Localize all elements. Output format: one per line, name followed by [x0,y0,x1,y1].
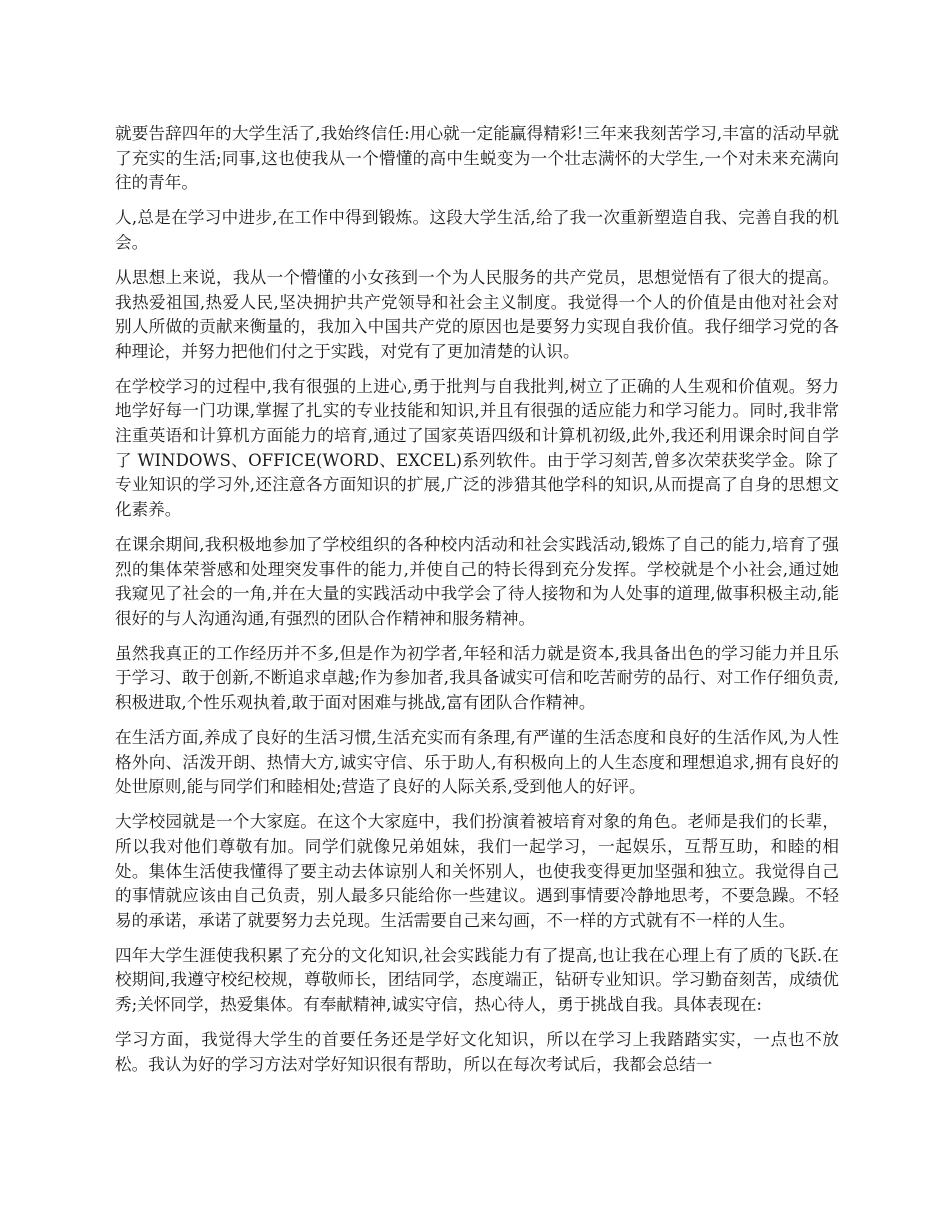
paragraph-7: 在生活方面,养成了良好的生活习惯,生活充实而有条理,有严谨的生活态度和良好的生活作风,为人性格外向、活泼开朗、热情大方,诚实守信、乐于助人,有积极向上的人生态度和理想追求,拥有良好的处世原则,能与同学们和睦相处;营造了良好的人际关系,受到他人的好评。 [115,728,839,797]
paragraph-10: 学习方面，我觉得大学生的首要任务还是学好文化知识，所以在学习上我踏踏实实，一点也不放松。我认为好的学习方法对学好知识很有帮助，所以在每次考试后，我都会总结一 [115,1030,839,1074]
paragraph-6: 虽然我真正的工作经历并不多,但是作为初学者,年轻和活力就是资本,我具备出色的学习能力并且乐于学习、敢于创新,不断追求卓越;作为参加者,我具备诚实可信和吃苦耐劳的品行、对工作仔细负责,积极进取,个性乐观执着,敢于面对困难与挑战,富有团队合作精神。 [115,643,839,712]
document-body [115,122,839,1088]
paragraph-4: 在学校学习的过程中,我有很强的上进心,勇于批判与自我批判,树立了正确的人生观和价值观。努力地学好每一门功课,掌握了扎实的专业技能和知识,并且有很强的适应能力和学习能力。同时,我非常注重英语和计算机方面能力的培育,通过了国家英语四级和计算机初级,此外,我还利用课余时间自学了 WINDOWS、OFFICE(WORD、EXCEL)系列软件。由于学习刻苦,曾多次荣获奖学金。除了专业知识的学习外,还注意各方面知识的扩展,广泛的涉猎其他学科的知识,从而提高了自身的思想文化素养。 [115,376,839,519]
paragraph-1: 就要告辞四年的大学生活了,我始终信任:用心就一定能赢得精彩!三年来我刻苦学习,丰富的活动早就了充实的生活;同事,这也使我从一个懵懂的高中生蜕变为一个壮志满怀的大学生,一个对未来充满向往的青年。 [115,124,839,193]
paragraph-3: 从思想上来说，我从一个懵懂的小女孩到一个为人民服务的共产党员，思想觉悟有了很大的提高。我热爱祖国,热爱人民,坚决拥护共产党领导和社会主义制度。我觉得一个人的价值是由他对社会对别人所做的贡献来衡量的，我加入中国共产党的原因也是要努力实现自我价值。我仔细学习党的各种理论，并努力把他们付之于实践，对党有了更加清楚的认识。 [115,267,839,361]
paragraph-8: 大学校园就是一个大家庭。在这个大家庭中，我们扮演着被培育对象的角色。老师是我们的长辈，所以我对他们尊敬有加。同学们就像兄弟姐妹，我们一起学习，一起娱乐，互帮互助，和睦的相处。集体生活使我懂得了要主动去体谅别人和关怀别人，也使我变得更加坚强和独立。我觉得自己的事情就应该由自己负责，别人最多只能给你一些建议。遇到事情要冷静地思考，不要急躁。不轻易的承诺，承诺了就要努力去兑现。生活需要自己来勾画，不一样的方式就有不一样的人生。 [115,812,839,930]
paragraph-5: 在课余期间,我积极地参加了学校组织的各种校内活动和社会实践活动,锻炼了自己的能力,培育了强烈的集体荣誉感和处理突发事件的能力,并使自己的特长得到充分发挥。学校就是个小社会,通过她我窥见了社会的一角,并在大量的实践活动中我学会了待人接物和为人处事的道理,做事积极主动,能很好的与人沟通沟通,有强烈的团队合作精神和服务精神。 [115,534,839,628]
paragraph-9: 四年大学生涯使我积累了充分的文化知识,社会实践能力有了提高,也让我在心理上有了质的飞跃.在校期间,我遵守校纪校规，尊敬师长，团结同学，态度端正，钻研专业知识。学习勤奋刻苦，成绩优秀;关怀同学，热爱集体。有奉献精神,诚实守信，热心待人，勇于挑战自我。具体表现在: [115,945,839,1014]
paragraph-2: 人,总是在学习中进步,在工作中得到锻炼。这段大学生活,给了我一次重新塑造自我、完善自我的机会。 [115,208,839,252]
